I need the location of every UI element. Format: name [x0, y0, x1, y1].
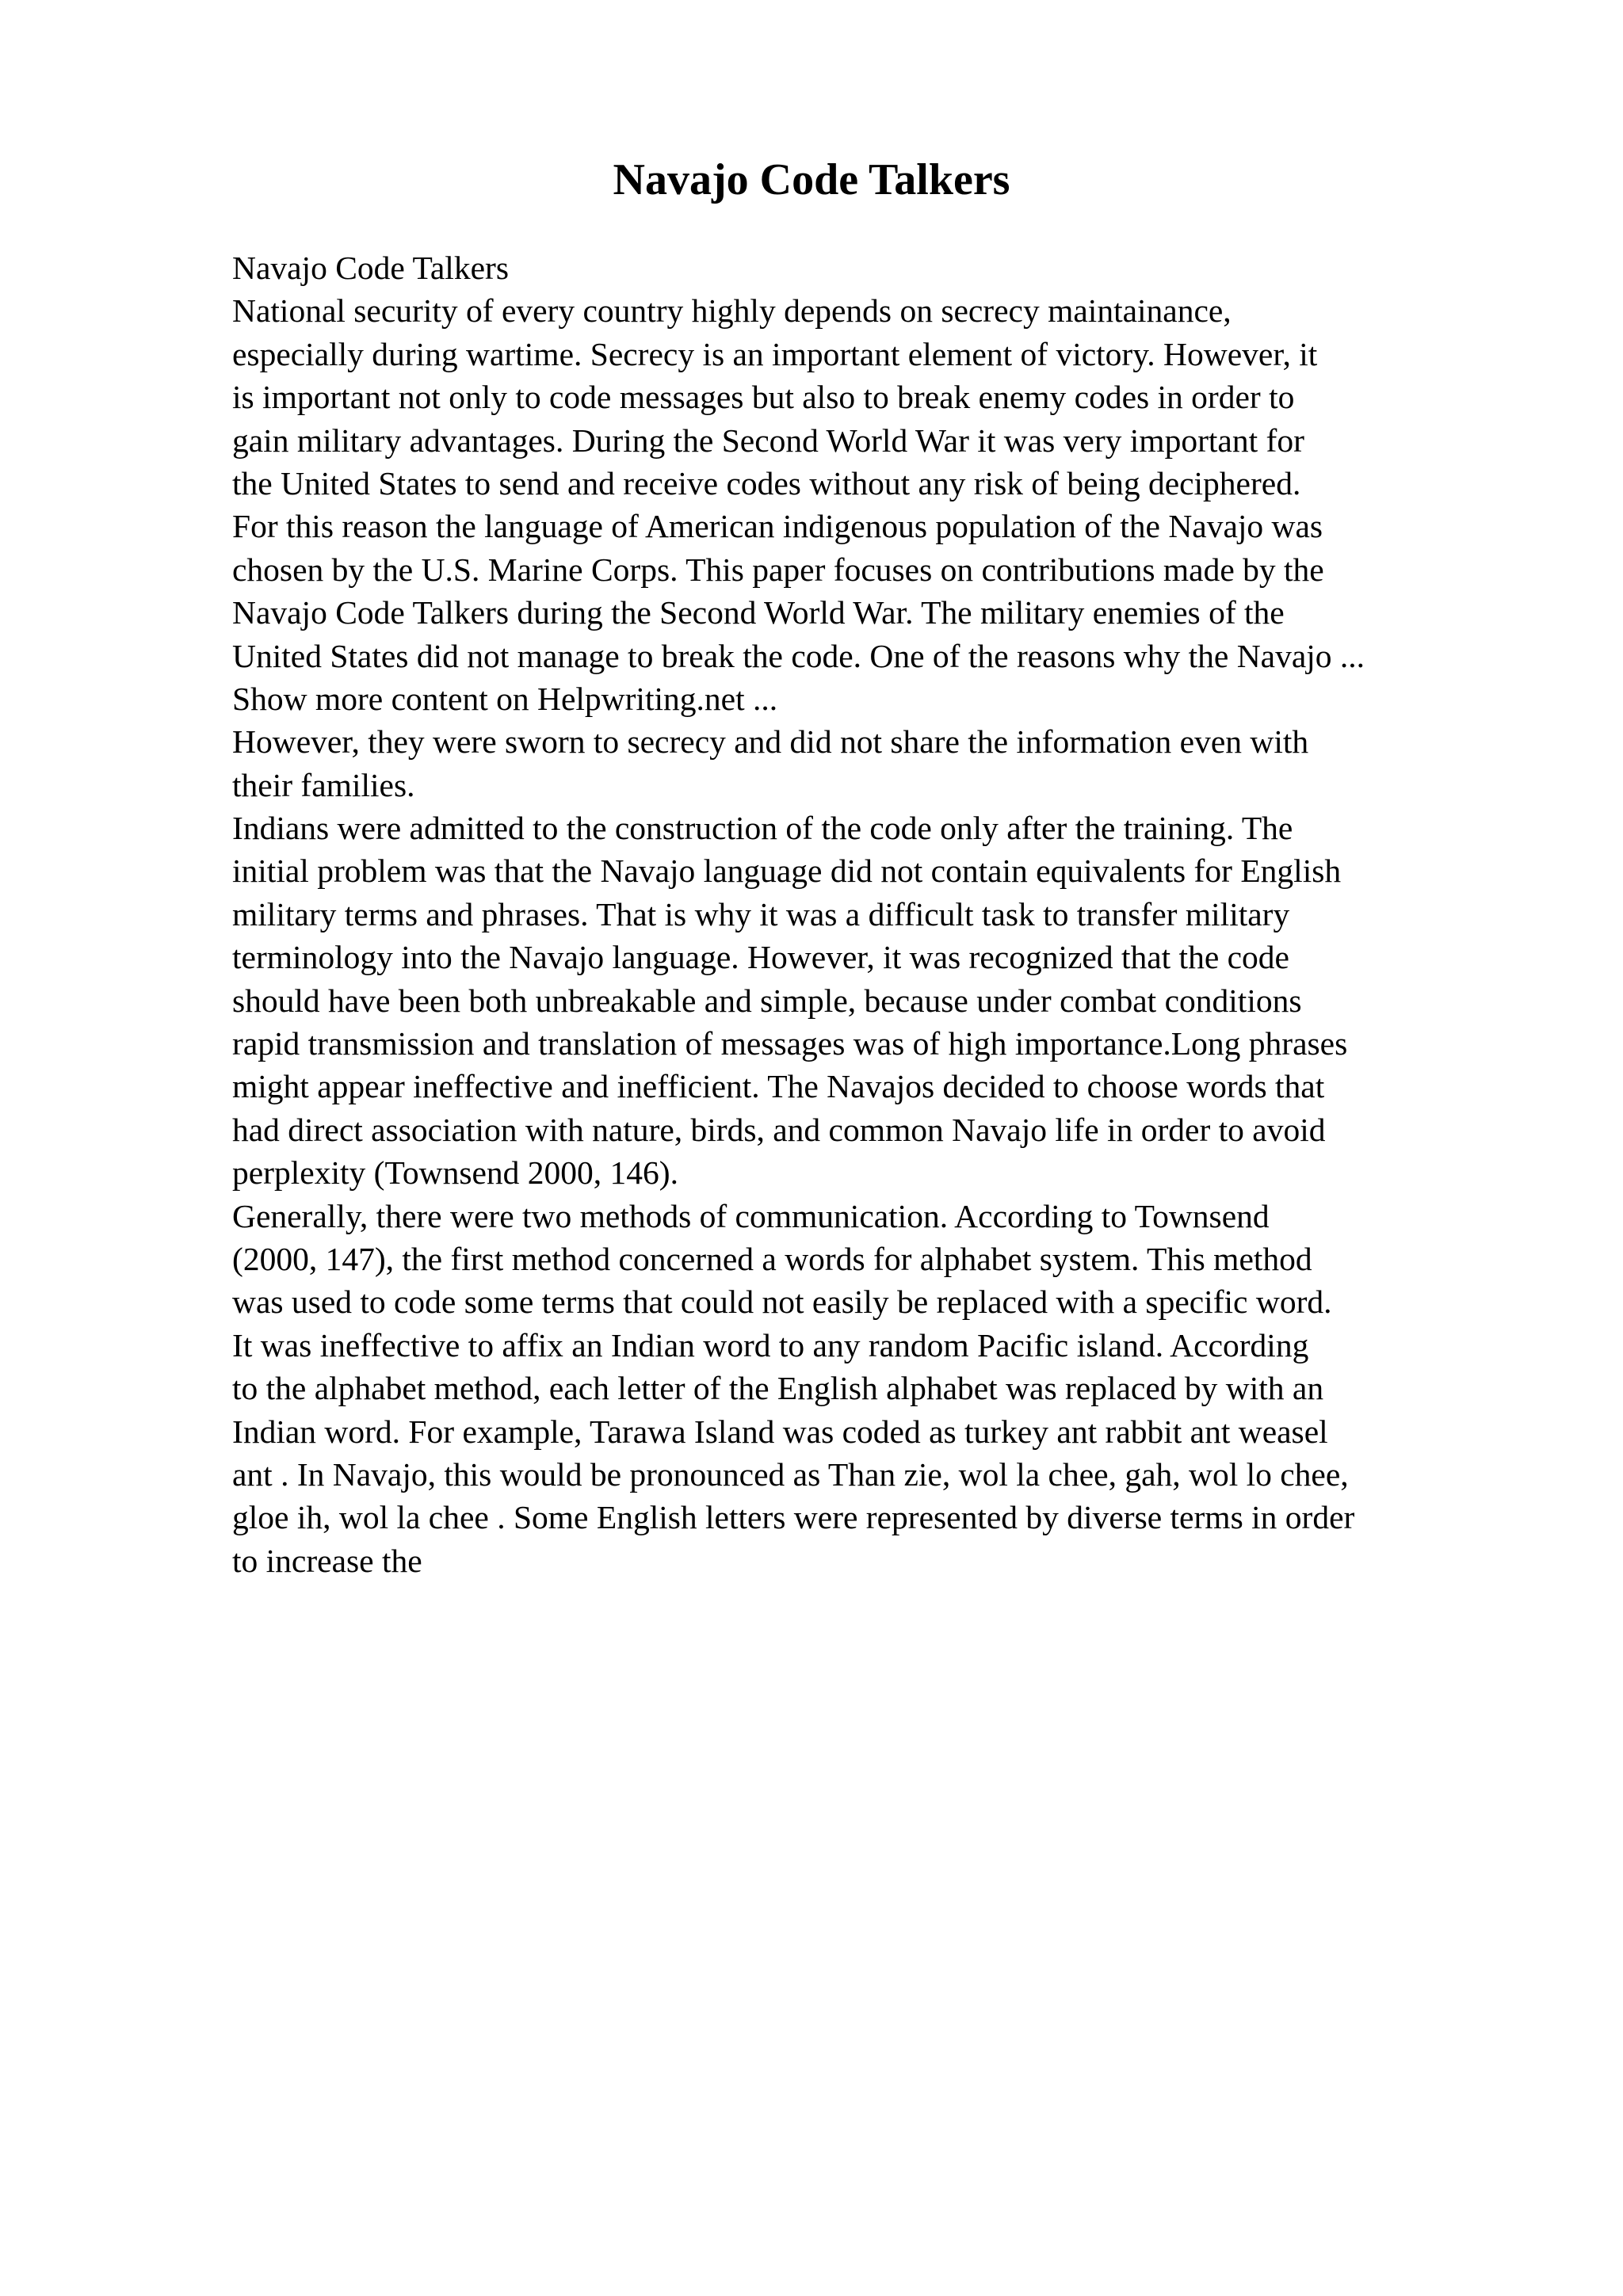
- body-line: their families.: [232, 766, 415, 803]
- body-line: to the alphabet method, each letter of the English alphabet was replaced by with an: [232, 1370, 1324, 1407]
- body-line: United States did not manage to break the code. One of the reasons why the Navajo ...: [232, 637, 1365, 674]
- body-line: However, they were sworn to secrecy and did not share the information even with: [232, 723, 1309, 761]
- document-title: Navajo Code Talkers: [613, 155, 1010, 204]
- body-line: rapid transmission and translation of messages was of high importance.Long phrases: [232, 1025, 1348, 1062]
- body-line: Indian word. For example, Tarawa Island was coded as turkey ant rabbit ant weasel: [232, 1413, 1328, 1450]
- document-body: [232, 246, 1532, 1582]
- body-line: For this reason the language of American indigenous population of the Navajo was: [232, 508, 1323, 545]
- body-line: terminology into the Navajo language. However, it was recognized that the code: [232, 939, 1289, 976]
- body-line: Indians were admitted to the construction of the code only after the training. The: [232, 810, 1293, 847]
- body-line: gain military advantages. During the Second World War it was very important for: [232, 421, 1304, 459]
- body-line: was used to code some terms that could not easily be replaced with a specific word.: [232, 1283, 1332, 1321]
- show-more-link[interactable]: Show more content on Helpwriting.net ...: [232, 680, 778, 717]
- body-line: chosen by the U.S. Marine Corps. This paper focuses on contributions made by the: [232, 551, 1324, 588]
- body-line: initial problem was that the Navajo language did not contain equivalents for English: [232, 852, 1342, 890]
- body-line: It was ineffective to affix an Indian word to any random Pacific island. According: [232, 1326, 1309, 1363]
- body-line: might appear ineffective and inefficient. The Navajos decided to choose words that: [232, 1068, 1325, 1105]
- body-line: especially during wartime. Secrecy is an important element of victory. However, it: [232, 335, 1318, 372]
- body-line: gloe ih, wol la chee . Some English letters were represented by diverse terms in order: [232, 1499, 1355, 1536]
- body-line: military terms and phrases. That is why it was a difficult task to transfer military: [232, 895, 1290, 933]
- body-line: (2000, 147), the first method concerned a words for alphabet system. This method: [232, 1240, 1312, 1277]
- body-line: ant . In Navajo, this would be pronounced as Than zie, wol la chee, gah, wol lo chee,: [232, 1455, 1349, 1493]
- body-line: National security of every country highly depends on secrecy maintainance,: [232, 292, 1232, 330]
- body-line: should have been both unbreakable and simple, because under combat conditions: [232, 982, 1302, 1019]
- body-line: Generally, there were two methods of communication. According to Townsend: [232, 1197, 1270, 1234]
- body-line: Navajo Code Talkers during the Second World War. The military enemies of the: [232, 594, 1285, 631]
- body-line: the United States to send and receive codes without any risk of being deciphered.: [232, 464, 1301, 502]
- body-line: Navajo Code Talkers: [232, 250, 509, 286]
- body-line: perplexity (Townsend 2000, 146).: [232, 1154, 679, 1192]
- body-line: is important not only to code messages but also to break enemy codes in order to: [232, 379, 1295, 416]
- body-line: to increase the: [232, 1542, 422, 1579]
- body-line: had direct association with nature, birds, and common Navajo life in order to avoid: [232, 1111, 1326, 1148]
